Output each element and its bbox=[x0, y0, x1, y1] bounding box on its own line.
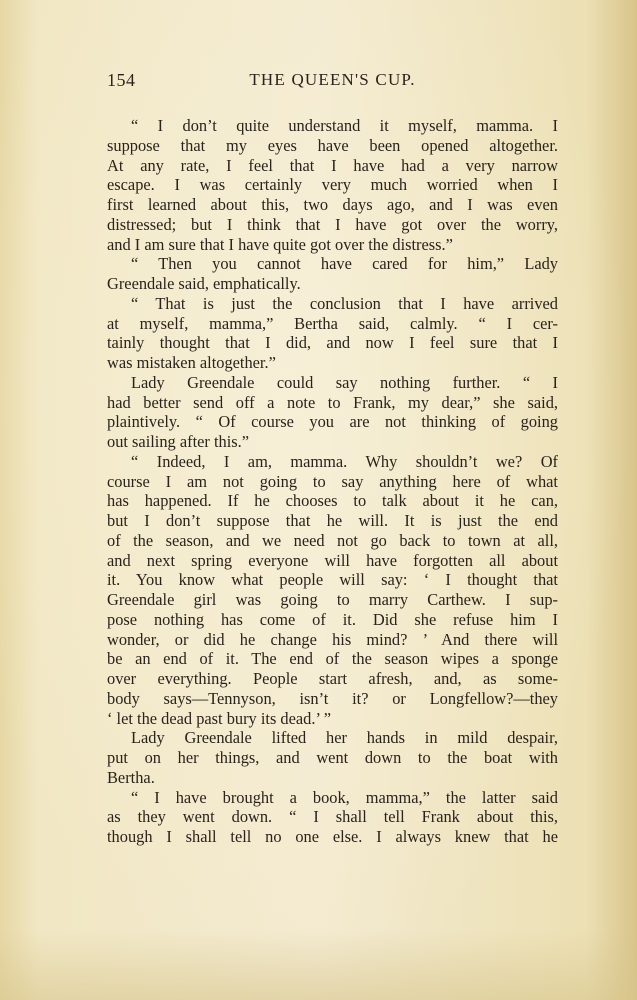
text-line: has happened. If he chooses to talk about it he can, bbox=[107, 491, 558, 511]
text-line: “ I have brought a book, mamma,” the latter said bbox=[131, 787, 558, 807]
text-line: be an end of it. The end of the season wipes a sponge bbox=[107, 649, 558, 669]
text-line: out sailing after this.” bbox=[107, 432, 250, 451]
text-line: but I don’t suppose that he will. It is just the end bbox=[107, 511, 558, 530]
text-line: Greendale girl was going to marry Carthew. I sup- bbox=[107, 590, 558, 609]
text-line: had better send off a note to Frank, my dear,” she said, bbox=[107, 392, 558, 412]
text-line: was mistaken altogether.” bbox=[107, 353, 276, 372]
text-line: Lady Greendale lifted her hands in mild despair, bbox=[131, 728, 558, 748]
text-line: tainly thought that I did, and now I feel sure that I bbox=[107, 333, 558, 353]
text-line: ‘ let the dead past bury its dead.’ ” bbox=[107, 708, 332, 728]
text-line: Greendale said, emphatically. bbox=[107, 274, 301, 293]
text-line: as they went down. “ I shall tell Frank about this, bbox=[107, 807, 558, 827]
text-line: “ I don’t quite understand it myself, mamma. I bbox=[131, 116, 558, 135]
text-line: of the season, and we need not go back to town at all, bbox=[107, 530, 558, 550]
text-line: Lady Greendale could say nothing further. “ I bbox=[131, 372, 558, 392]
text-line: escape. I was certainly very much worried when I bbox=[107, 175, 558, 195]
text-line: first learned about this, two days ago, and I was even bbox=[107, 195, 558, 214]
text-line: Bertha. bbox=[107, 767, 155, 787]
text-line: At any rate, I feel that I have had a very narrow bbox=[107, 155, 558, 175]
page-header bbox=[107, 70, 558, 94]
text-line: pose nothing has come of it. Did she refuse him I bbox=[107, 609, 558, 629]
text-line: and next spring everyone will have forgotten all about bbox=[107, 550, 558, 570]
running-title: THE QUEEN'S CUP. bbox=[249, 70, 416, 89]
page-number: 154 bbox=[107, 70, 136, 90]
text-line: “ Then you cannot have cared for him,” Lady bbox=[131, 254, 558, 274]
body-text bbox=[107, 116, 558, 847]
text-line: over everything. People start afresh, and, as some- bbox=[107, 669, 558, 688]
text-line: suppose that my eyes have been opened altogether. bbox=[107, 135, 558, 155]
text-line: it. You know what people will say: ‘ I thought that bbox=[107, 570, 558, 590]
text-line: though I shall tell no one else. I always knew that he bbox=[107, 827, 558, 846]
text-line: wonder, or did he change his mind? ’ And there will bbox=[107, 629, 558, 649]
text-line: and I am sure that I have quite got over the distress.” bbox=[107, 234, 453, 254]
text-line: body says—Tennyson, isn’t it? or Longfellow?—they bbox=[107, 688, 558, 708]
text-line: “ Indeed, I am, mamma. Why shouldn’t we? Of bbox=[131, 451, 558, 471]
text-line: plaintively. “ Of course you are not thinking of going bbox=[107, 412, 558, 432]
text-line: “ That is just the conclusion that I have arrived bbox=[131, 293, 558, 313]
text-line: course I am not going to say anything here of what bbox=[107, 471, 558, 491]
text-line: distressed; but I think that I have got over the worry, bbox=[107, 214, 558, 234]
text-line: at myself, mamma,” Bertha said, calmly. “ I cer- bbox=[107, 313, 558, 333]
text-line: put on her things, and went down to the boat with bbox=[107, 748, 558, 767]
